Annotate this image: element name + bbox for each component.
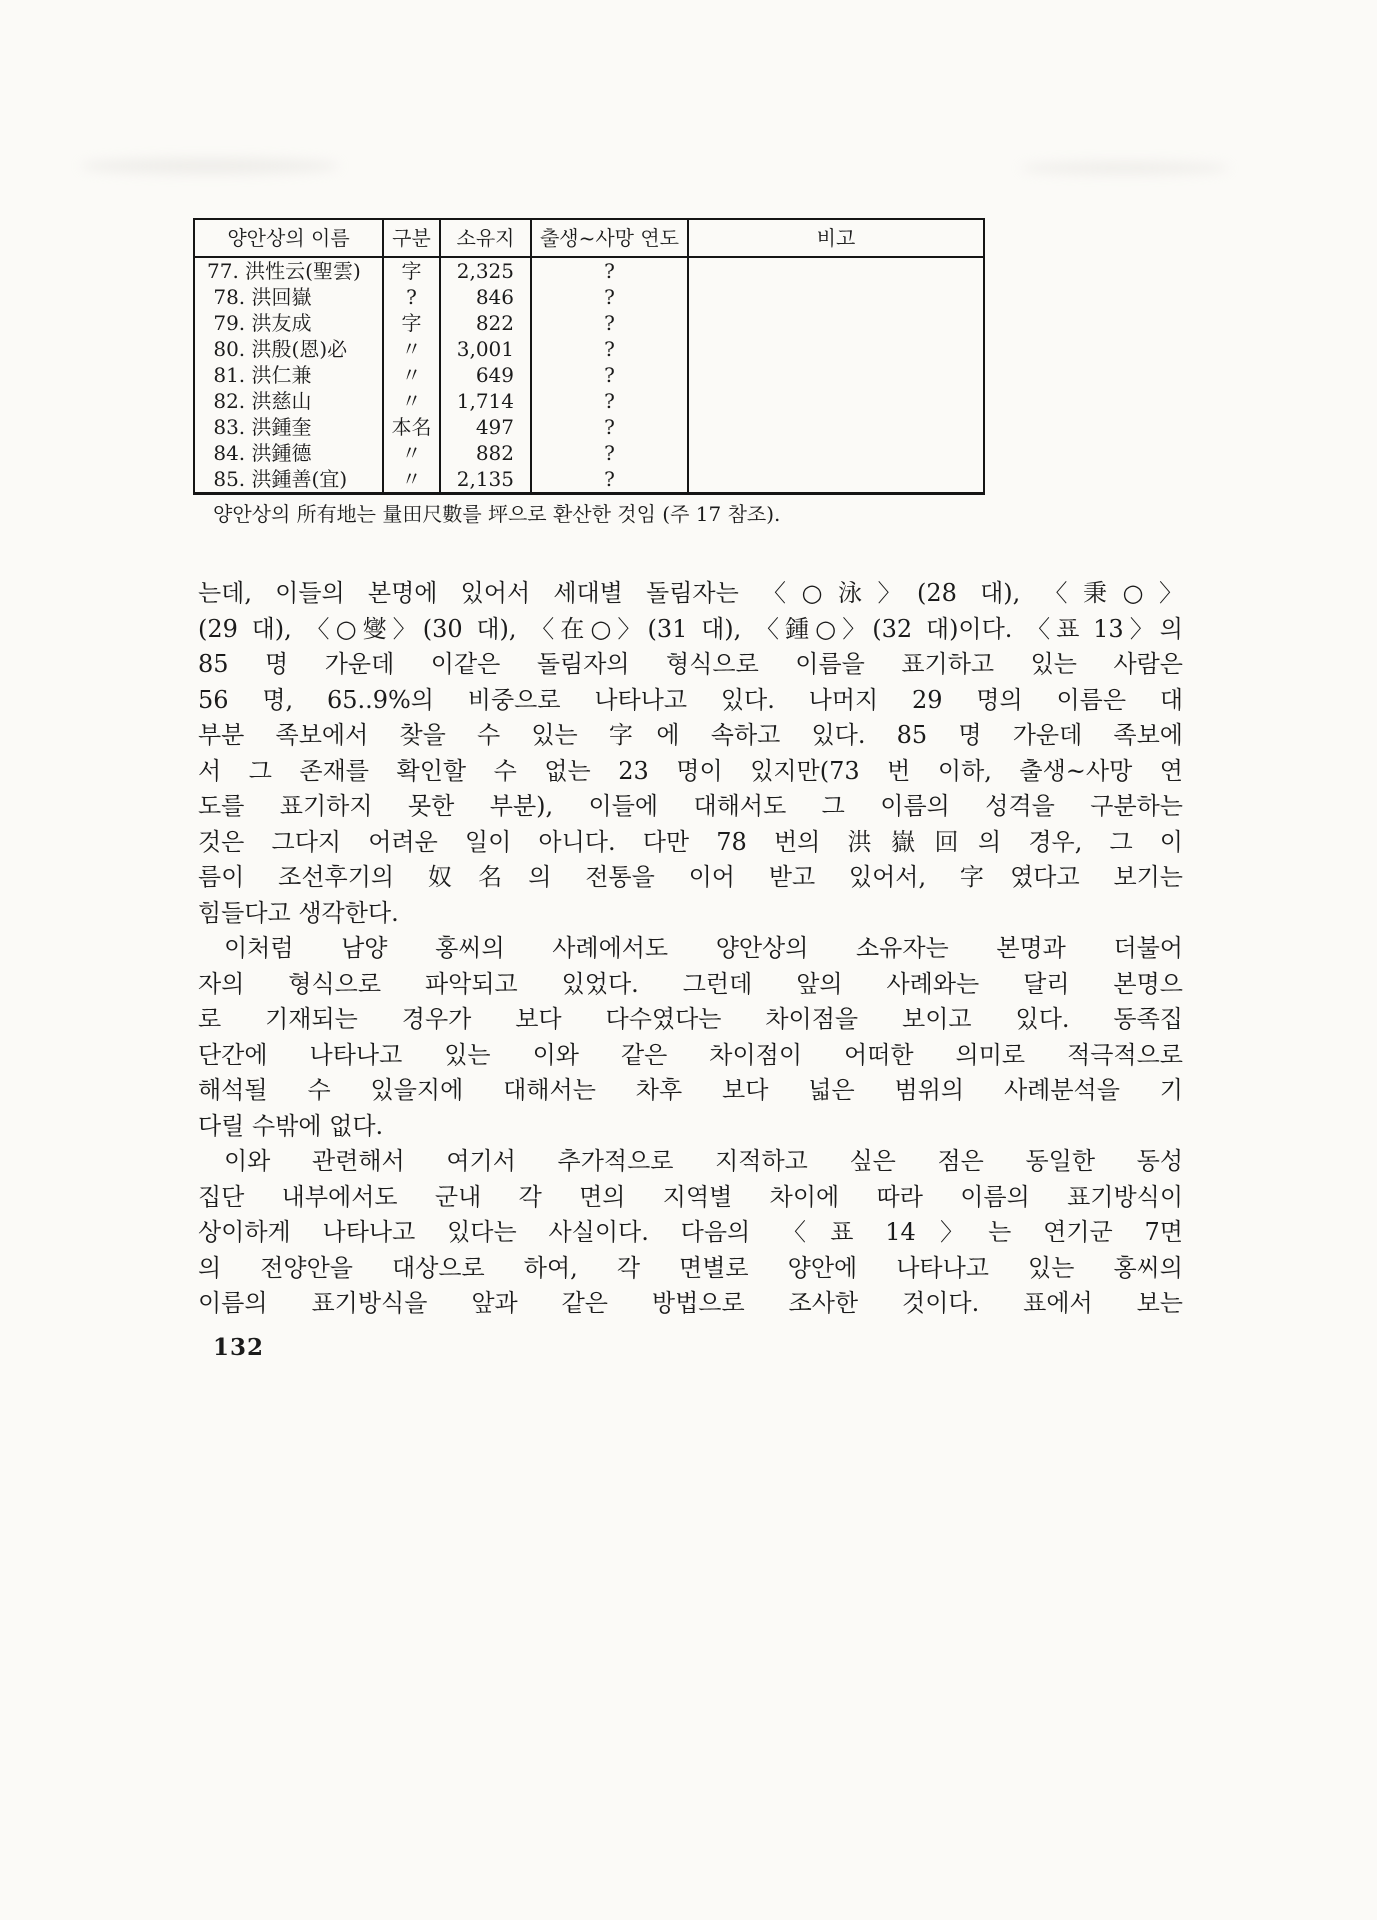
table-row bbox=[195, 440, 983, 466]
table-caption: 양안상의 所有地는 量田尺數를 坪으로 환산한 것임 (주 17 참조). bbox=[213, 502, 781, 526]
text-line: 로 기재되는 경우가 보다 다수였다는 차이점을 보이고 있다. 동족집 bbox=[198, 1005, 1183, 1033]
table-cell-years: ? bbox=[530, 466, 687, 492]
table-row bbox=[195, 336, 983, 362]
table-cell-category: 字 bbox=[382, 310, 439, 336]
table-cell-area: 2,325 bbox=[439, 258, 530, 284]
text-line: 름이 조선후기의 奴名의 전통을 이어 받고 있어서, 字였다고 보기는 bbox=[198, 863, 1183, 891]
table-cell-category: 〃 bbox=[382, 388, 439, 414]
paragraph bbox=[198, 576, 1183, 931]
table-cell-years: ? bbox=[530, 336, 687, 362]
text-line: 집단 내부에서도 군내 각 면의 지역별 차이에 따라 이름의 표기방식이 bbox=[198, 1182, 1183, 1211]
table-cell-years: ? bbox=[530, 440, 687, 466]
table-row bbox=[195, 258, 983, 284]
text-line: 도를 표기하지 못한 부분), 이들에 대해서도 그 이름의 성격을 구분하는 bbox=[198, 792, 1183, 820]
table-cell-name: 83. 洪鍾奎 bbox=[207, 415, 312, 439]
table-cell-note bbox=[687, 310, 983, 336]
table-cell-name: 81. 洪仁兼 bbox=[207, 363, 312, 387]
table-row bbox=[195, 284, 983, 310]
text-line: 해석될 수 있을지에 대해서는 차후 보다 넓은 범위의 사례분석을 기 bbox=[198, 1076, 1183, 1104]
table-cell-area: 2,135 bbox=[439, 466, 530, 492]
table-cell-note bbox=[687, 362, 983, 388]
table-column-header: 비고 bbox=[687, 220, 983, 256]
table-cell-area: 846 bbox=[439, 284, 530, 310]
table-cell-years: ? bbox=[530, 362, 687, 388]
paragraph bbox=[198, 1144, 1183, 1322]
table-cell-years: ? bbox=[530, 258, 687, 284]
table-cell-note bbox=[687, 414, 983, 440]
text-line: (29 대), 〈○燮〉(30 대), 〈在○〉(31 대), 〈鍾○〉(32 대)이다. 〈표 13〉의 bbox=[198, 614, 1183, 643]
table-cell-note bbox=[687, 440, 983, 466]
text-line: 것은 그다지 어려운 일이 아니다. 다만 78 번의 洪嶽回의 경우, 그 이 bbox=[198, 827, 1183, 856]
table-cell-note bbox=[687, 284, 983, 310]
table-cell-category: 字 bbox=[382, 258, 439, 284]
table-cell-name: 82. 洪慈山 bbox=[207, 389, 312, 413]
table-cell-name: 77. 洪性云(聖雲) bbox=[207, 259, 361, 283]
text-line: 부분 족보에서 찾을 수 있는 字에 속하고 있다. 85 명 가운데 족보에 bbox=[198, 721, 1183, 749]
table-cell-name: 80. 洪殷(恩)必 bbox=[207, 337, 348, 361]
text-line: 이처럼 남양 홍씨의 사례에서도 양안상의 소유자는 본명과 더불어 bbox=[224, 934, 1183, 962]
table-cell-years: ? bbox=[530, 414, 687, 440]
page-number: 132 bbox=[213, 1334, 265, 1361]
table-cell-name: 79. 洪友成 bbox=[207, 311, 312, 335]
table-column-header: 출생~사망 연도 bbox=[530, 220, 687, 256]
text-line: 이름의 표기방식을 앞과 같은 방법으로 조사한 것이다. 표에서 보는 bbox=[198, 1289, 1183, 1317]
table-cell-area: 1,714 bbox=[439, 388, 530, 414]
text-line: 85 명 가운데 이같은 돌림자의 형식으로 이름을 표기하고 있는 사람은 bbox=[198, 650, 1183, 678]
table-cell-area: 3,001 bbox=[439, 336, 530, 362]
table-cell-area: 822 bbox=[439, 310, 530, 336]
table-row bbox=[195, 310, 983, 336]
text-line: 서 그 존재를 확인할 수 없는 23 명이 있지만(73 번 이하, 출생~사망 연 bbox=[198, 756, 1183, 785]
table-cell-note bbox=[687, 336, 983, 362]
table-row bbox=[195, 362, 983, 388]
table-cell-area: 497 bbox=[439, 414, 530, 440]
table-cell-category: ? bbox=[382, 284, 439, 310]
table-cell-area: 882 bbox=[439, 440, 530, 466]
scan-artifact bbox=[1020, 162, 1230, 174]
text-line: 이와 관련해서 여기서 추가적으로 지적하고 싶은 점은 동일한 동성 bbox=[224, 1147, 1183, 1175]
table-row bbox=[195, 466, 983, 492]
table-cell-note bbox=[687, 388, 983, 414]
text-line: 단간에 나타나고 있는 이와 같은 차이점이 어떠한 의미로 적극적으로 bbox=[198, 1040, 1183, 1069]
table-cell-years: ? bbox=[530, 310, 687, 336]
table-row bbox=[195, 388, 983, 414]
text-line: 다릴 수밖에 없다. bbox=[198, 1111, 384, 1140]
table-column-header: 양안상의 이름 bbox=[227, 226, 350, 250]
table-cell-category: 〃 bbox=[382, 336, 439, 362]
table-cell-years: ? bbox=[530, 284, 687, 310]
text-line: 상이하게 나타나고 있다는 사실이다. 다음의 〈표 14〉는 연기군 7면 bbox=[198, 1218, 1183, 1246]
table-cell-category: 〃 bbox=[382, 362, 439, 388]
table-header-row bbox=[195, 220, 983, 258]
table-column-header: 소유지 bbox=[439, 220, 530, 256]
text-line: 의 전양안을 대상으로 하여, 각 면별로 양안에 나타나고 있는 홍씨의 bbox=[198, 1253, 1183, 1282]
table-cell-category: 本名 bbox=[382, 414, 439, 440]
text-line: 는데, 이들의 본명에 있어서 세대별 돌림자는 〈○泳〉(28 대), 〈秉○〉 bbox=[198, 579, 1183, 607]
table-body bbox=[195, 258, 983, 492]
table-cell-note bbox=[687, 466, 983, 492]
paragraph bbox=[198, 931, 1183, 1144]
table-cell-years: ? bbox=[530, 388, 687, 414]
table-cell-name: 85. 洪鍾善(宜) bbox=[207, 467, 348, 491]
table-cell-area: 649 bbox=[439, 362, 530, 388]
table-cell-note bbox=[687, 258, 983, 284]
table-column-header: 구분 bbox=[382, 220, 439, 256]
table-cell-category: 〃 bbox=[382, 466, 439, 492]
table-13 bbox=[193, 218, 985, 495]
body-text bbox=[198, 576, 1183, 1322]
table-row bbox=[195, 414, 983, 440]
text-line: 56 명, 65..9%의 비중으로 나타나고 있다. 나머지 29 명의 이름은 대 bbox=[198, 685, 1183, 714]
table-cell-name: 84. 洪鍾德 bbox=[207, 441, 312, 465]
table-cell-name: 78. 洪回嶽 bbox=[207, 285, 312, 309]
text-line: 힘들다고 생각한다. bbox=[198, 898, 399, 927]
table-cell-category: 〃 bbox=[382, 440, 439, 466]
scan-artifact bbox=[80, 158, 340, 174]
text-line: 자의 형식으로 파악되고 있었다. 그런데 앞의 사례와는 달리 본명으 bbox=[198, 969, 1183, 998]
